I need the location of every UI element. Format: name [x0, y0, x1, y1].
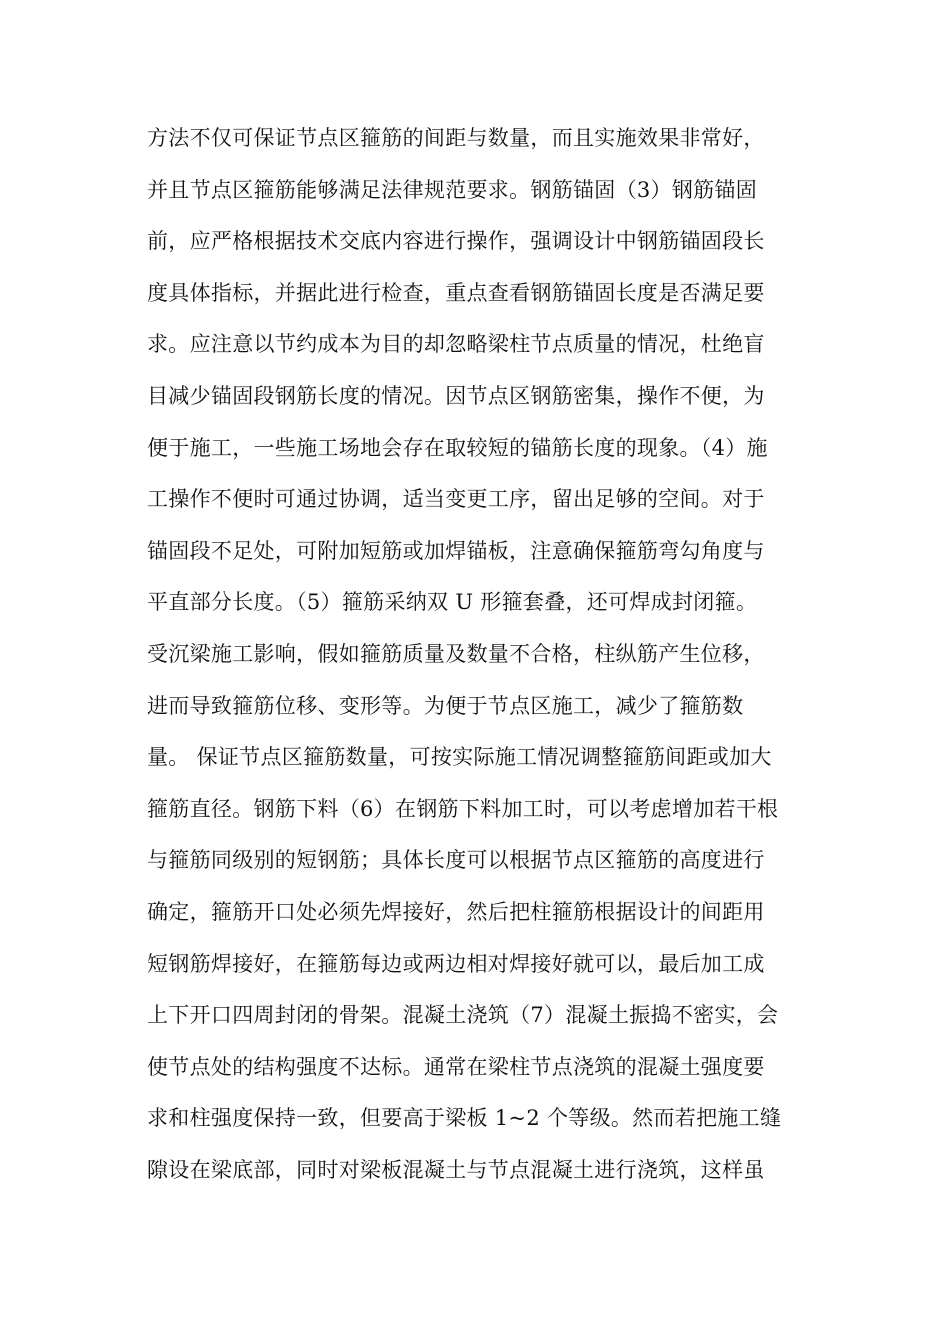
text-line: 量。 保证节点区箍筋数量，可按实际施工情况调整箍筋间距或加大 — [147, 745, 772, 770]
text-line: 短钢筋焊接好，在箍筋每边或两边相对焊接好就可以，最后加工成 — [147, 951, 765, 976]
text-line: 隙设在梁底部，同时对梁板混凝土与节点混凝土进行浇筑，这样虽 — [147, 1157, 765, 1182]
text-line: 并且节点区箍筋能够满足法律规范要求。钢筋锚固（3）钢筋锚固 — [147, 177, 758, 202]
text-line: 便于施工，一些施工场地会存在取较短的锚筋长度的现象。（4）施 — [147, 435, 768, 460]
text-line: 使节点处的结构强度不达标。通常在梁柱节点浇筑的混凝土强度要 — [147, 1054, 765, 1079]
text-line: 锚固段不足处，可附加短筋或加焊锚板，注意确保箍筋弯勾角度与 — [147, 538, 765, 563]
text-line: 受沉梁施工影响，假如箍筋质量及数量不合格，柱纵筋产生位移， — [147, 641, 765, 666]
text-line: 度具体指标，并据此进行检查，重点查看钢筋锚固长度是否满足要 — [147, 280, 765, 305]
text-line: 上下开口四周封闭的骨架。混凝土浇筑（7）混凝土振捣不密实，会 — [147, 1003, 779, 1028]
text-line: 进而导致箍筋位移、变形等。为便于节点区施工，减少了箍筋数 — [147, 693, 744, 718]
text-line: 确定，箍筋开口处必须先焊接好，然后把柱箍筋根据设计的间距用 — [147, 899, 765, 924]
text-line: 平直部分长度。（5）箍筋采纳双 U 形箍套叠，还可焊成封闭箍。 — [147, 590, 758, 615]
text-line: 求和柱强度保持一致，但要高于梁板 1~2 个等级。然而若把施工缝 — [147, 1106, 782, 1131]
text-line: 求。应注意以节约成本为目的却忽略梁柱节点质量的情况，杜绝盲 — [147, 332, 765, 357]
text-line: 箍筋直径。钢筋下料（6）在钢筋下料加工时，可以考虑增加若干根 — [147, 796, 779, 821]
text-line: 工操作不便时可通过协调，适当变更工序，留出足够的空间。对于 — [147, 487, 765, 512]
text-line: 前，应严格根据技术交底内容进行操作，强调设计中钢筋锚固段长 — [147, 229, 765, 254]
text-line: 方法不仅可保证节点区箍筋的间距与数量，而且实施效果非常好， — [147, 126, 765, 150]
text-line: 与箍筋同级别的短钢筋；具体长度可以根据节点区箍筋的高度进行 — [147, 848, 765, 873]
body-text — [147, 117, 812, 1200]
text-line: 目减少锚固段钢筋长度的情况。因节点区钢筋密集，操作不便，为 — [147, 383, 765, 408]
